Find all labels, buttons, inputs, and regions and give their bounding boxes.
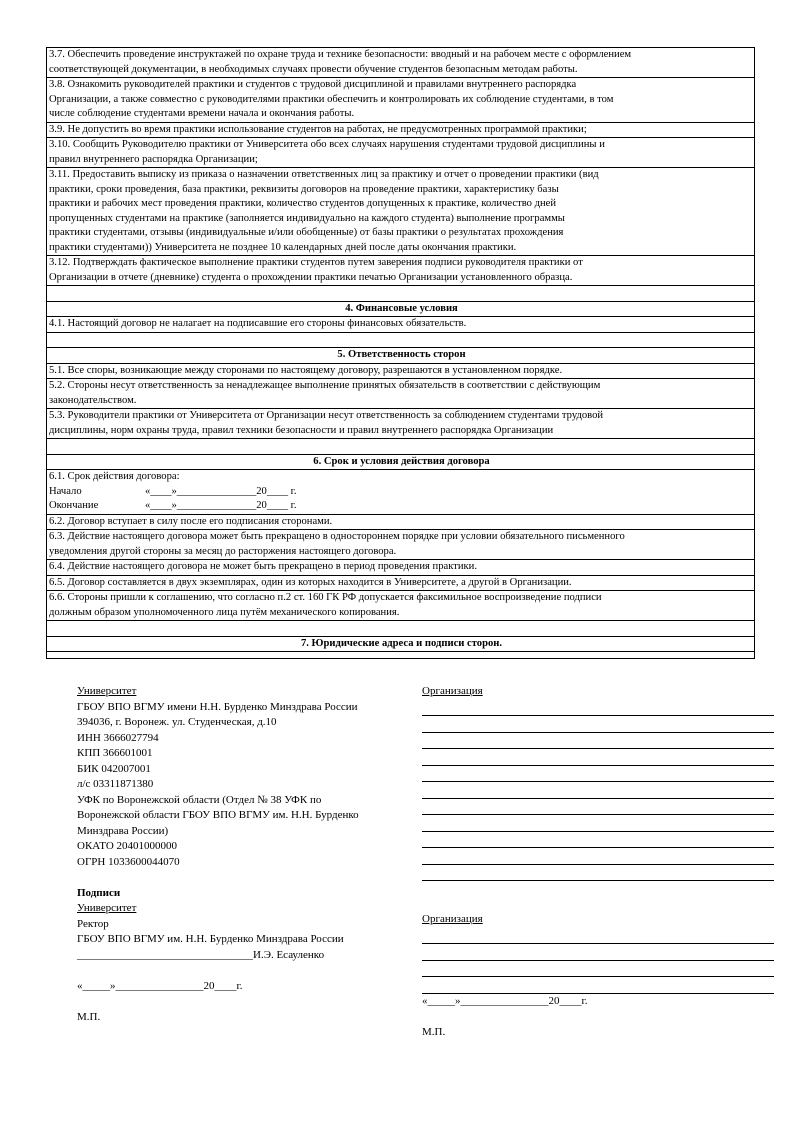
term-start-label: Начало (49, 485, 82, 497)
uni-line: УФК по Воронежской области (Отдел № 38 УФК по (77, 793, 322, 806)
uni-line: ОГРН 1033600044070 (77, 855, 180, 868)
rector-signature-line: ________________________________И.Э. Есауленко (77, 948, 325, 961)
section-7-title: 7. Юридические адреса и подписи сторон. (47, 637, 754, 653)
org-fill-line (422, 848, 774, 865)
clause-3-10: 3.10. Сообщить Руководителю практики от Университета обо всех случаях нарушения студентами трудовой дисциплины и правил внутреннего распорядка Организации; (47, 138, 754, 168)
clause-6-3: 6.3. Действие настоящего договора может быть прекращено в одностороннем порядке при условии обязательного письменного уведомления другой стороны за месяц до расторжения настоящего договора. (47, 530, 754, 560)
uni-line: л/с 03311871380 (77, 778, 154, 790)
spacer-row (47, 652, 754, 659)
spacer-row (47, 621, 754, 637)
section-5-title: 5. Ответственность сторон (47, 348, 754, 364)
spacer-row (47, 286, 754, 302)
organization-label: Организация (422, 685, 483, 697)
university-address (77, 684, 422, 1025)
gap (422, 1009, 774, 1025)
org-fill-line (422, 716, 774, 733)
org-fill-line (422, 700, 774, 717)
org-fill-line (422, 865, 774, 882)
uni-line: 394036, г. Воронеж. ул. Студенческая, д.10 (77, 716, 277, 728)
org-fill-line (422, 733, 774, 750)
stamp-organization: М.П. (422, 1025, 446, 1038)
university-label: Университет (77, 685, 137, 697)
clause-6-6: 6.6. Стороны пришли к соглашению, что согласно п.2 ст. 160 ГК РФ допускается факсимильное воспроизведение подписи должным образом уполномоченного лица путём механического копирования. (47, 591, 754, 621)
contract-table (46, 47, 755, 659)
clause-3-7: 3.7. Обеспечить проведение инструктажей по охране труда и технике безопасности: вводный и на рабочем месте с оформлением соответствующей документации, в необходимых случаях провести обучение студентов безопасным методам работы. (47, 48, 754, 78)
spacer-row (47, 439, 754, 455)
sign-organization-label: Организация (422, 913, 483, 925)
date-university: «_____»________________20____г. (77, 979, 243, 992)
clause-6-5: 6.5. Договор составляется в двух экземплярах, один из которых находится в Университете, а другой в Организации. (47, 576, 754, 592)
section-6-title: 6. Срок и условия действия договора (47, 455, 754, 471)
org-sign-line (422, 961, 774, 978)
uni-line: ГБОУ ВПО ВГМУ имени Н.Н. Бурденко Минздрава России (77, 700, 358, 713)
gap (77, 870, 422, 886)
term-start (49, 485, 754, 500)
uni-line: БИК 042007001 (77, 762, 151, 775)
clause-3-11: 3.11. Предоставить выписку из приказа о назначении ответственных лиц за практику и отчет о проведении практики (вид практики, сроки проведения, база практики, реквизиты договоров на проведение практики, характеристику базы практики и рабочих мест проведения практики, количество студентов допущенных к практике, количество дней пропущенных студентами на практике (заполняется индивидуально на каждого студента) выполнение программы практики студентами, отзывы (индивидуальные и/или обобщенные) от базы практики о результатах прохождения практики студентами)) Университета не позднее 10 календарных дней после даты окончания практики. (47, 168, 754, 256)
sign-university-name: ГБОУ ВПО ВГМУ им. Н.Н. Бурденко Минздрава России (77, 933, 344, 945)
clause-6-1: 6.1. Срок действия договора: Начало «____»_______________20____ г. Окончание «____»_______________20____ г. (47, 470, 754, 515)
clause-3-8: 3.8. Ознакомить руководителей практики и студентов с трудовой дисциплиной и правилами внутреннего распорядка Организации, а также совместно с руководителями практики обеспечить и контролировать их соблюдение студентами, в том числе соблюдение студентами времени начала и окончания работы. (47, 78, 754, 123)
sign-university-label: Университет (77, 902, 137, 914)
clause-4-1: 4.1. Настоящий договор не налагает на подписавшие его стороны финансовых обязательств. (47, 317, 754, 333)
uni-line: Минздрава России) (77, 824, 169, 837)
gap (422, 897, 774, 913)
stamp-university: М.П. (77, 1010, 101, 1023)
org-sign-line (422, 928, 774, 945)
uni-line: Воронежской области ГБОУ ВПО ВГМУ им. Н.Н. Бурденко (77, 809, 359, 821)
clause-5-2: 5.2. Стороны несут ответственность за ненадлежащее выполнение принятых обязательств в соответствии с действующим законодательством. (47, 379, 754, 409)
gap (77, 963, 422, 979)
gap (422, 881, 774, 897)
uni-line: ИНН 3666027794 (77, 731, 159, 744)
org-fill-line (422, 832, 774, 849)
uni-line: КПП 366601001 (77, 747, 153, 759)
org-fill-line (422, 815, 774, 832)
term-end (49, 499, 754, 514)
org-fill-line (422, 749, 774, 766)
clause-6-4: 6.4. Действие настоящего договора не может быть прекращено в период проведения практики. (47, 560, 754, 576)
clause-6-2: 6.2. Договор вступает в силу после его подписания сторонами. (47, 515, 754, 531)
org-sign-line (422, 977, 774, 994)
org-fill-line (422, 766, 774, 783)
spacer-row (47, 333, 754, 349)
clause-3-12: 3.12. Подтверждать фактическое выполнение практики студентов путем заверения подписи руководителя практики от Организации в отчете (дневнике) студента о прохождении практики печатью Организации установленного образца. (47, 256, 754, 286)
org-fill-line (422, 799, 774, 816)
term-end-label: Окончание (49, 500, 99, 511)
gap (77, 994, 422, 1010)
signatures-title: Подписи (77, 886, 121, 899)
org-fill-line (422, 782, 774, 799)
term-start-value: «____»_______________20____ г. (145, 485, 297, 497)
organization-address (422, 684, 774, 1040)
clause-5-3: 5.3. Руководители практики от Университета от Организации несут ответственность за соблюдением студентами трудовой дисциплины, норм охраны труда, правил техники безопасности и правил внутреннего распорядка Организации (47, 409, 754, 439)
org-sign-line (422, 944, 774, 961)
rector-title: Ректор (77, 917, 109, 930)
term-end-value: «____»_______________20____ г. (145, 500, 297, 511)
clause-5-1: 5.1. Все споры, возникающие между сторонами по настоящему договору, разрешаются в установленном порядке. (47, 364, 754, 380)
clause-3-9: 3.9. Не допустить во время практики использование студентов на работах, не предусмотренных программой практики; (47, 123, 754, 139)
uni-line: ОКАТО 20401000000 (77, 840, 178, 852)
section-4-title: 4. Финансовые условия (47, 302, 754, 318)
date-organization: «_____»________________20____г. (422, 994, 588, 1007)
